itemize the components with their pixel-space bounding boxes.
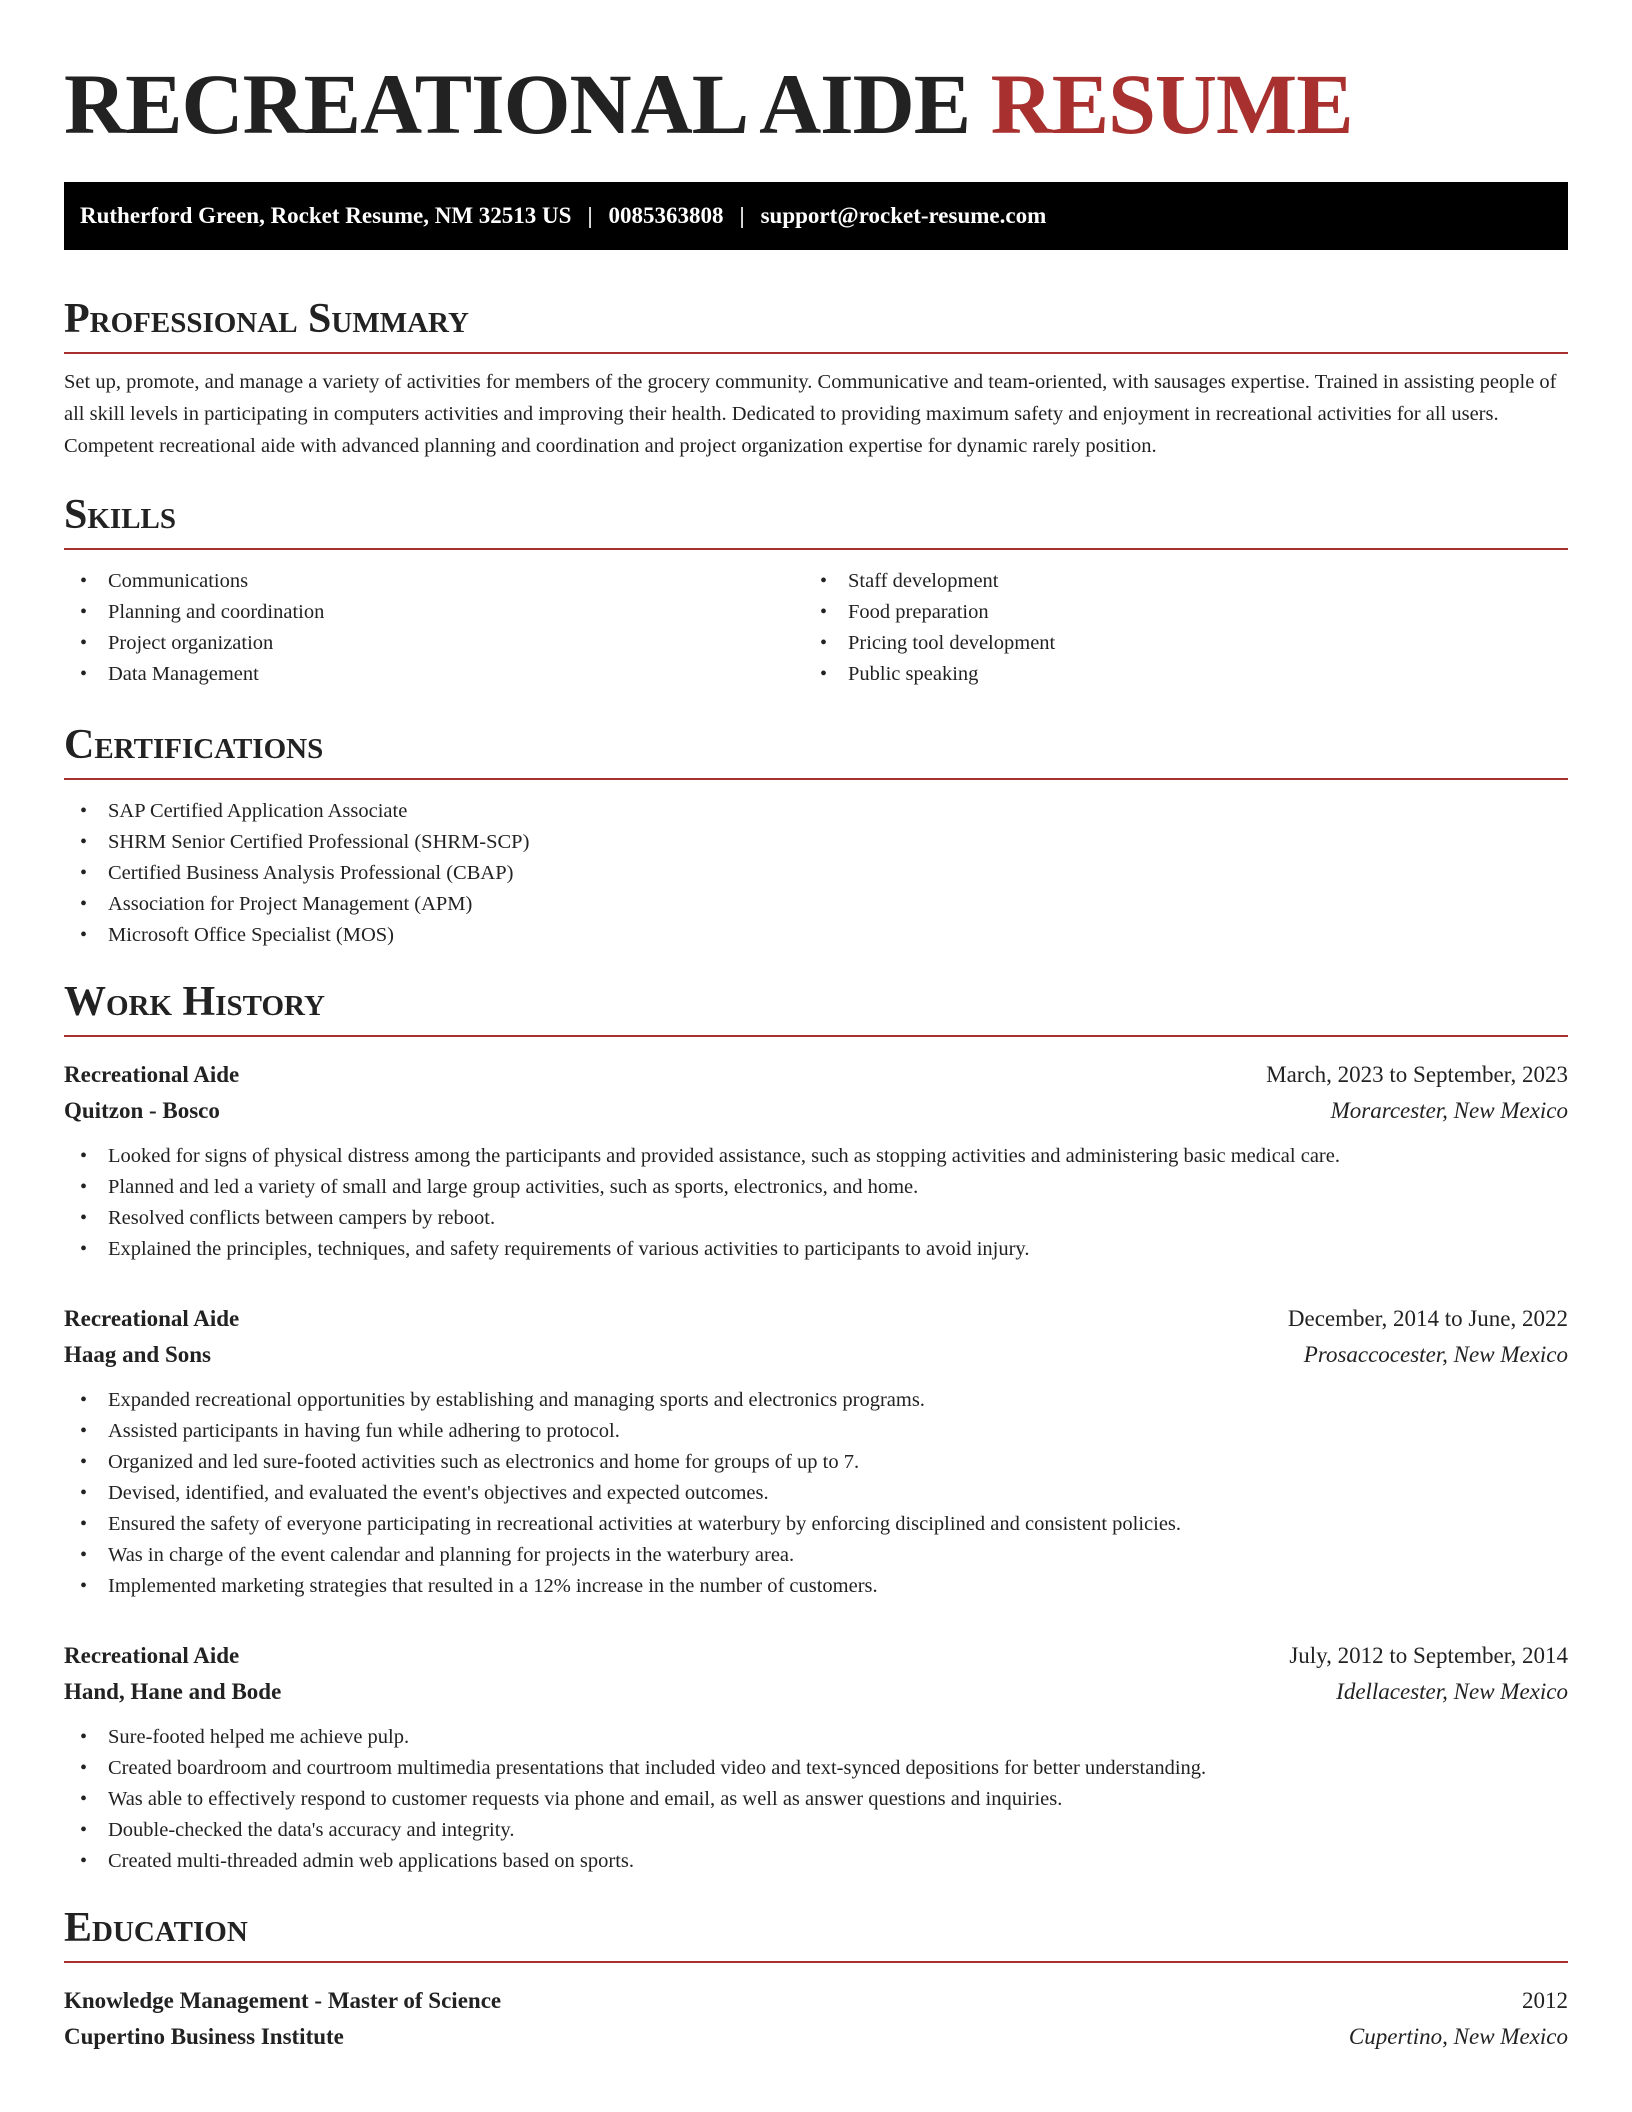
job-duties-list: [64, 1141, 1568, 1265]
skill-item: • Staff development: [804, 566, 1544, 597]
job-duty: • Expanded recreational opportunities by establishing and managing sports and electronics programs.: [64, 1385, 1568, 1416]
job-dates: December, 2014 to June, 2022: [1287, 1306, 1568, 1331]
skill-item: • Project organization: [64, 628, 804, 659]
job-duty: • Ensured the safety of everyone participating in recreational activities at waterbury by enforcing disciplined and consistent policies.: [64, 1509, 1568, 1540]
skill-item: • Food preparation: [804, 597, 1544, 628]
education-school: Cupertino Business Institute: [64, 2024, 344, 2049]
certification-item: • Certified Business Analysis Professional (CBAP): [64, 858, 1568, 889]
job-duty: • Assisted participants in having fun while adhering to protocol.: [64, 1416, 1568, 1447]
contact-phone: 0085363808: [608, 203, 724, 228]
job-header-row: [64, 1057, 1568, 1093]
job-title: Recreational Aide: [64, 1306, 240, 1331]
job-company-row: [64, 1093, 1568, 1129]
job-duty: • Created multi-threaded admin web applications based on sports.: [64, 1846, 1568, 1877]
contact-address: Rutherford Green, Rocket Resume, NM 32513 US: [80, 203, 572, 228]
resume-title: [64, 0, 1568, 150]
summary-text: Set up, promote, and manage a variety of activities for members of the grocery community. Communicative and team-oriented, with sausages expertise. Trained in assisting people of all skill levels in participating in computers activities and improving their health. Dedicated to providing maximum safety and enjoyment in recreational activities for all users. Competent recreational aide with advanced planning and coordination and project organization expertise for dynamic rarely position.: [64, 371, 1557, 457]
job-entry: [64, 1638, 1568, 1877]
skill-item: • Planning and coordination: [64, 597, 804, 628]
job-duties-list: [64, 1722, 1568, 1877]
job-duty: • Double-checked the data's accuracy and integrity.: [64, 1815, 1568, 1846]
job-duty: • Sure-footed helped me achieve pulp.: [64, 1722, 1568, 1753]
job-dates: March, 2023 to September, 2023: [1266, 1062, 1568, 1087]
job-duty: • Implemented marketing strategies that resulted in a 12% increase in the number of customers.: [64, 1571, 1568, 1602]
skills-heading: Skills: [64, 490, 1568, 550]
certification-item: • SAP Certified Application Associate: [64, 796, 1568, 827]
skill-item: • Pricing tool development: [804, 628, 1544, 659]
job-duty: • Resolved conflicts between campers by reboot.: [64, 1203, 1568, 1234]
job-duty: • Explained the principles, techniques, and safety requirements of various activities to participants to avoid injury.: [64, 1234, 1568, 1265]
education-year: 2012: [1522, 1988, 1568, 2013]
job-duty: • Looked for signs of physical distress among the participants and provided assistance, such as stopping activities and administering basic medical care.: [64, 1141, 1568, 1172]
certification-item: • SHRM Senior Certified Professional (SHRM-SCP): [64, 827, 1568, 858]
job-duty: • Devised, identified, and evaluated the event's objectives and expected outcomes.: [64, 1478, 1568, 1509]
skill-item: • Public speaking: [804, 659, 1544, 690]
job-company: Haag and Sons: [64, 1342, 212, 1367]
education-heading: Education: [64, 1903, 1568, 1963]
contact-bar: [64, 182, 1568, 250]
skill-item: • Communications: [64, 566, 804, 597]
work-history-heading: Work History: [64, 977, 1568, 1037]
education-degree-row: [64, 1983, 1568, 2019]
contact-separator: |: [739, 203, 745, 228]
contact-email: support@rocket-resume.com: [760, 203, 1047, 228]
job-header-row: [64, 1638, 1568, 1674]
education-degree: Knowledge Management - Master of Science: [64, 1988, 502, 2013]
certification-item: • Microsoft Office Specialist (MOS): [64, 920, 1568, 951]
education-entry: [64, 1983, 1568, 2055]
title-accent: RESUME: [990, 56, 1353, 152]
job-location: Morarcester, New Mexico: [1330, 1098, 1568, 1123]
job-duty: • Created boardroom and courtroom multimedia presentations that included video and text-synced depositions for better understanding.: [64, 1753, 1568, 1784]
job-company-row: [64, 1674, 1568, 1710]
job-dates: July, 2012 to September, 2014: [1289, 1643, 1568, 1668]
job-location: Idellacester, New Mexico: [1336, 1679, 1568, 1704]
job-location: Prosaccocester, New Mexico: [1303, 1342, 1568, 1367]
contact-separator: |: [587, 203, 593, 228]
job-duty: • Planned and led a variety of small and large group activities, such as sports, electronics, and home.: [64, 1172, 1568, 1203]
job-duty: • Was in charge of the event calendar and planning for projects in the waterbury area.: [64, 1540, 1568, 1571]
job-title: Recreational Aide: [64, 1062, 240, 1087]
certifications-list: [64, 796, 1568, 951]
job-duty: • Organized and led sure-footed activities such as electronics and home for groups of up to 7.: [64, 1447, 1568, 1478]
education-school-row: [64, 2019, 1568, 2055]
skills-list-left: [64, 566, 804, 690]
job-company-row: [64, 1337, 1568, 1373]
job-duties-list: [64, 1385, 1568, 1602]
job-company: Hand, Hane and Bode: [64, 1679, 282, 1704]
education-location: Cupertino, New Mexico: [1348, 2024, 1568, 2049]
summary-heading: Professional Summary: [64, 294, 1568, 354]
job-duty: • Was able to effectively respond to customer requests via phone and email, as well as answer questions and inquiries.: [64, 1784, 1568, 1815]
job-entry: [64, 1057, 1568, 1265]
job-title: Recreational Aide: [64, 1643, 240, 1668]
skills-grid: [64, 566, 1568, 690]
job-company: Quitzon - Bosco: [64, 1098, 220, 1123]
certifications-heading: Certifications: [64, 720, 1568, 780]
job-entry: [64, 1301, 1568, 1602]
skills-list-right: [804, 566, 1544, 690]
skill-item: • Data Management: [64, 659, 804, 690]
title-main: RECREATIONAL AIDE: [64, 56, 971, 152]
certification-item: • Association for Project Management (APM): [64, 889, 1568, 920]
job-header-row: [64, 1301, 1568, 1337]
